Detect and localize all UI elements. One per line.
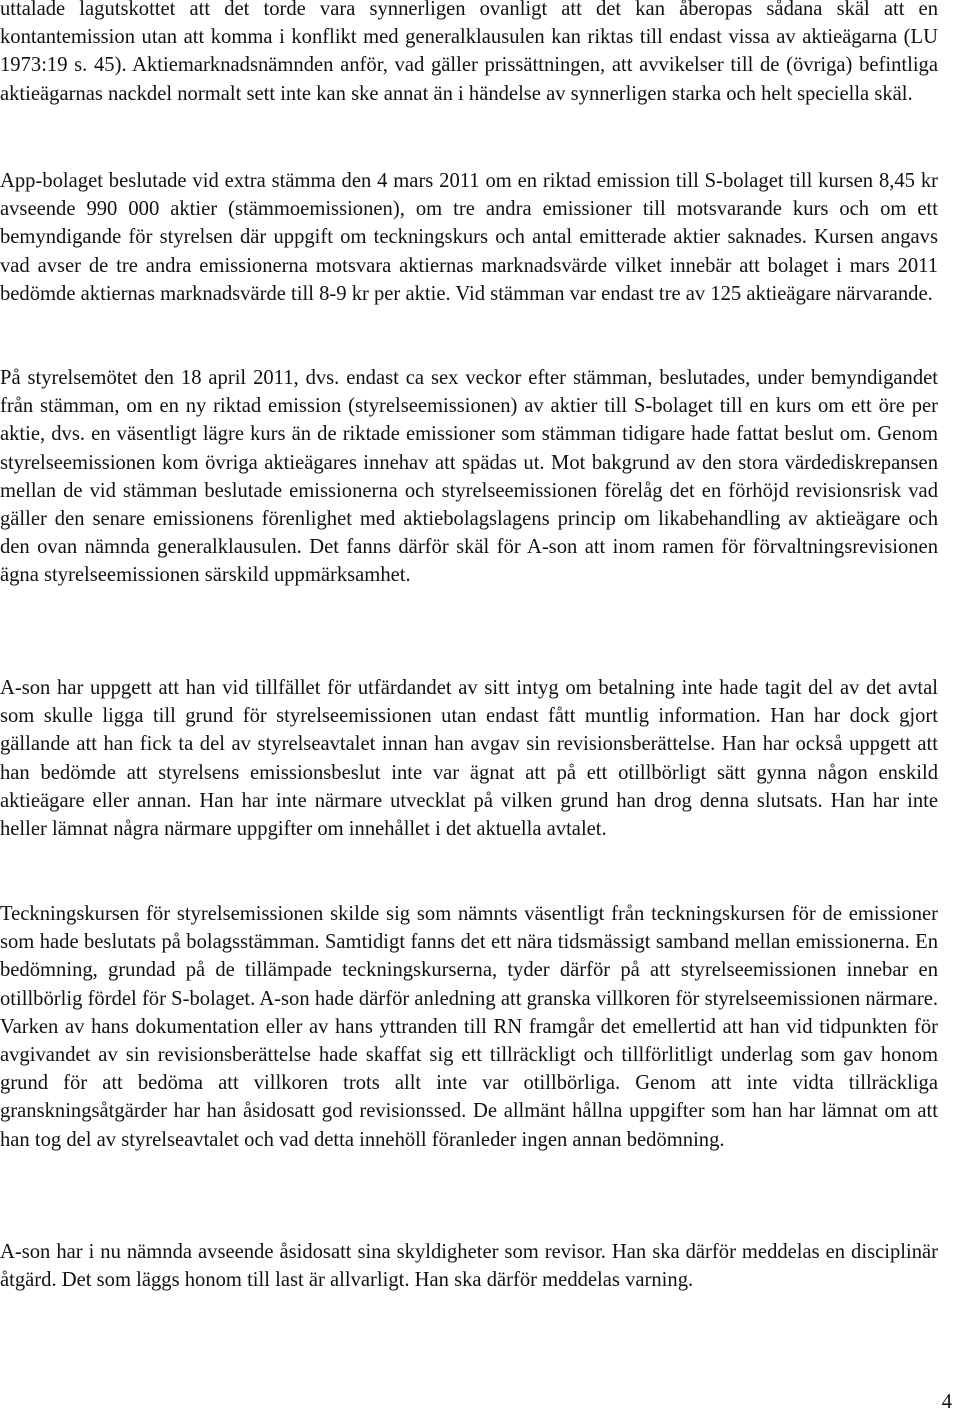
paragraph-4: A-son har uppgett att han vid tillfället för utfärdandet av sitt intyg om betalning inte hade tagit del av det avtal som skulle ligga till grund för styrelseemissionen utan endast fått muntlig information. Han har dock gjort gällande att han fick ta del av styrelseavtalet innan han avgav sin revisionsberättelse. Han har också uppgett att han bedömde att styrelsens emissionsbeslut inte var ägnat att på ett otillbörligt sätt gynna någon enskild aktieägare eller annan. Han har inte närmare utvecklat på vilken grund han drog denna slutsats. Han har inte heller lämnat några närmare uppgifter om innehållet i det aktuella avtalet.	[0, 677, 938, 841]
page-number: 4	[941, 1391, 952, 1413]
paragraph-1: uttalade lagutskottet att det torde vara synnerligen ovanligt att det kan åberopas sådana skäl att en kontantemission utan att komma i konflikt med generalklausulen kan riktas till endast vissa av aktieägarna (LU 1973:19 s. 45). Aktiemarknadsnämnden anför, vad gäller prissättningen, att avvikelser till de (övriga) befintliga aktieägarnas nackdel normalt sett inte kan ske annat än i händelse av synnerligen starka och helt speciella skäl.	[0, 0, 938, 105]
paragraph-2: App-bolaget beslutade vid extra stämma den 4 mars 2011 om en riktad emission till S-bolaget till kursen 8,45 kr avseende 990 000 aktier (stämmoemissionen), om tre andra emissioner till motsvarande kurs och om ett bemyndigande för styrelsen där uppgift om teckningskurs och antal emitterade aktier saknades. Kursen angavs vad avser de tre andra emissionerna motsvara aktiernas marknadsvärde vilket innebär att bolaget i mars 2011 bedömde aktiernas marknadsvärde till 8-9 kr per aktie. Vid stämman var endast tre av 125 aktieägare närvarande.	[0, 170, 938, 305]
paragraph-3: På styrelsemötet den 18 april 2011, dvs. endast ca sex veckor efter stämman, beslutades, under bemyndigandet från stämman, om en ny riktad emission (styrelseemissionen) av aktier till S-bolaget till en kurs om ett öre per aktie, dvs. en väsentligt lägre kurs än de riktade emissioner som stämman tidigare hade fattat beslut om. Genom styrelseemissionen kom övriga aktieägares innehav att spädas ut. Mot bakgrund av den stora värdediskrepansen mellan de vid stämman beslutade emissionerna och styrelseemissionen förelåg det en förhöjd revisionsrisk vad gäller den senare emissionens förenlighet med aktiebolagslagens princip om likabehandling av aktieägare och den ovan nämnda generalklausulen. Det fanns därför skäl för A-son att inom ramen för förvaltningsrevisionen ägna styrelseemissionen särskild uppmärksamhet.	[0, 367, 938, 587]
paragraph-5: Teckningskursen för styrelsemissionen skilde sig som nämnts väsentligt från teckningskursen för de emissioner som hade beslutats på bolagsstämman. Samtidigt fanns det ett nära tidsmässigt samband mellan emissionerna. En bedömning, grundad på de tillämpade teckningskurserna, tyder därför på att styrelseemissionen innebar en otillbörlig fördel för S-bolaget. A-son hade därför anledning att granska villkoren för styrelseemissionen närmare. Varken av hans dokumentation eller av hans yttranden till RN framgår det emellertid att han vid tidpunkten för avgivandet av sin revisionsberättelse hade skaffat sig ett tillräckligt och tillförlitligt underlag som gav honom grund för att bedöma att villkoren trots allt inte var otillbörliga. Genom att inte vidta tillräckliga granskningsåtgärder har han åsidosatt god revisionssed. De allmänt hållna uppgifter som han har lämnat om att han tog del av styrelseavtalet och vad detta innehöll föranleder ingen annan bedömning.	[0, 903, 938, 1151]
paragraph-6: A-son har i nu nämnda avseende åsidosatt sina skyldigheter som revisor. Han ska därför meddelas en disciplinär åtgärd. Det som läggs honom till last är allvarligt. Han ska därför meddelas varning.	[0, 1241, 938, 1292]
